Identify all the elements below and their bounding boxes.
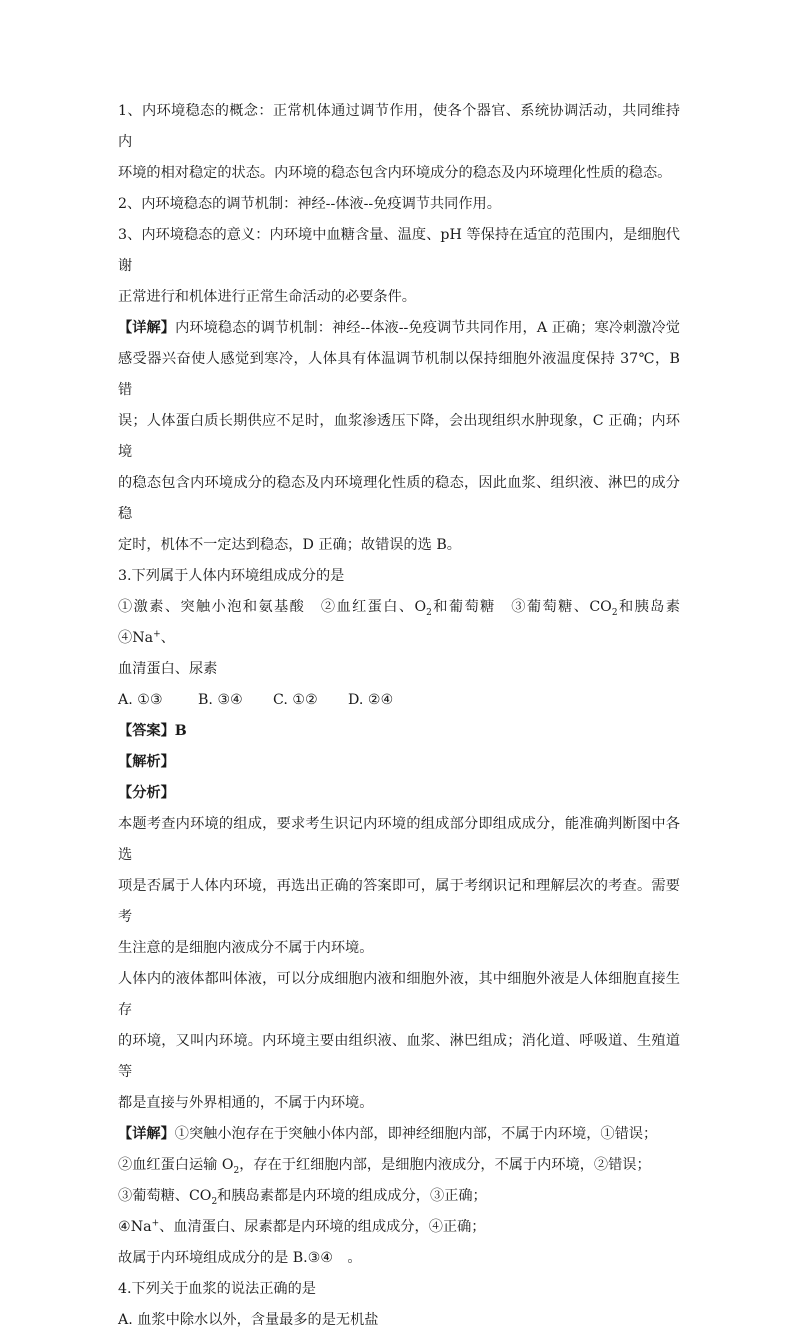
detail-q2-line4: 的稳态包含内环境成分的稳态及内环境理化性质的稳态，因此血浆、组织液、淋巴的成分稳 — [118, 475, 680, 522]
detail-q2-line5: 定时，机体不一定达到稳态，D 正确；故错误的选 B。 — [118, 537, 461, 553]
question-4-option-a: A. 血浆中除水以外，含量最多的是无机盐 — [118, 1312, 379, 1328]
paragraph-mechanism: 2、内环境稳态的调节机制：神经--体液--免疫调节共同作用。 — [118, 196, 501, 212]
fenxi-line5: 的环境，又叫内环境。内环境主要由组织液、血浆、淋巴组成；消化道、呼吸道、生殖道等 — [118, 1033, 680, 1080]
option-d: D. ②④ — [348, 692, 394, 708]
detail-q3-line2: ②血红蛋白运输 $O_2$，存在于红细胞内部，是细胞内液成分，不属于内环境，②错误； — [118, 1157, 651, 1176]
question-3-items-line2: 血清蛋白、尿素 — [118, 661, 218, 677]
option-b: B. ③④ — [198, 692, 243, 708]
question-3-stem: 3.下列属于人体内环境组成成分的是 — [118, 568, 345, 584]
detail-q2-line2: 感受器兴奋使人感觉到寒冷，人体具有体温调节机制以保持细胞外液温度保持 37℃，B 错 — [118, 351, 680, 398]
paragraph-concept-line2: 环境的相对稳定的状态。内环境的稳态包含内环境成分的稳态及内环境理化性质的稳态。 — [118, 165, 672, 181]
fenxi-line1: 本题考查内环境的组成，要求考生识记内环境的组成部分即组成成分，能准确判断图中各选 — [118, 816, 680, 863]
detail-q2-line3: 误；人体蛋白质长期供应不足时，血浆渗透压下降，会出现组织水肿现象，C 正确；内环境 — [118, 413, 680, 460]
fenxi-line3: 生注意的是细胞内液成分不属于内环境。 — [118, 940, 374, 956]
paragraph-significance-line1: 3、内环境稳态的意义：内环境中血糖含量、温度、pH 等保持在适宜的范围内，是细胞代谢 — [118, 227, 680, 274]
option-c: C. ①② — [273, 692, 318, 708]
detail-q3-line1: 【详解】①突触小泡存在于突触小体内部，即神经细胞内部，不属于内环境，①错误； — [118, 1126, 658, 1142]
paragraph-concept-line1: 1、内环境稳态的概念：正常机体通过调节作用，使各个器官、系统协调活动，共同维持内 — [118, 103, 680, 150]
detail-q3-line5: 故属于内环境组成成分的是 B.③④ 。 — [118, 1250, 362, 1266]
question-3-options — [118, 685, 680, 716]
fenxi-line4: 人体内的液体都叫体液，可以分成细胞内液和细胞外液，其中细胞外液是人体细胞直接生存 — [118, 971, 680, 1018]
paragraph-significance-line2: 正常进行和机体进行正常生命活动的必要条件。 — [118, 289, 416, 305]
detail-tag: 【详解】 — [118, 1126, 175, 1142]
question-4-stem: 4.下列关于血浆的说法正确的是 — [118, 1281, 316, 1297]
question-3-items-line1: ①激素、突触小泡和氨基酸 ②血红蛋白、$O_2$和葡萄糖 ③葡萄糖、$CO_2$和胰岛素 ④Na+、 — [118, 599, 695, 646]
document-page — [118, 96, 695, 1336]
detail-q2-line1: 【详解】内环境稳态的调节机制：神经--体液--免疫调节共同作用，A 正确；寒冷刺激冷觉 — [118, 320, 680, 336]
analysis-label: 【解析】 — [118, 754, 175, 770]
option-a: A. ①③ — [118, 692, 163, 708]
answer-label: 【答案】B — [118, 723, 187, 739]
fenxi-line6: 都是直接与外界相通的，不属于内环境。 — [118, 1095, 374, 1111]
detail-tag: 【详解】 — [118, 320, 176, 336]
detail-q3-line3: ③葡萄糖、$CO_2$和胰岛素都是内环境的组成成分，③正确； — [118, 1188, 487, 1207]
fenxi-label: 【分析】 — [118, 785, 175, 801]
fenxi-line2: 项是否属于人体内环境，再选出正确的答案即可，属于考纲识记和理解层次的考查。需要考 — [118, 878, 680, 925]
detail-q3-line4: ④Na+、血清蛋白、尿素都是内环境的组成成分，④正确； — [118, 1218, 486, 1235]
